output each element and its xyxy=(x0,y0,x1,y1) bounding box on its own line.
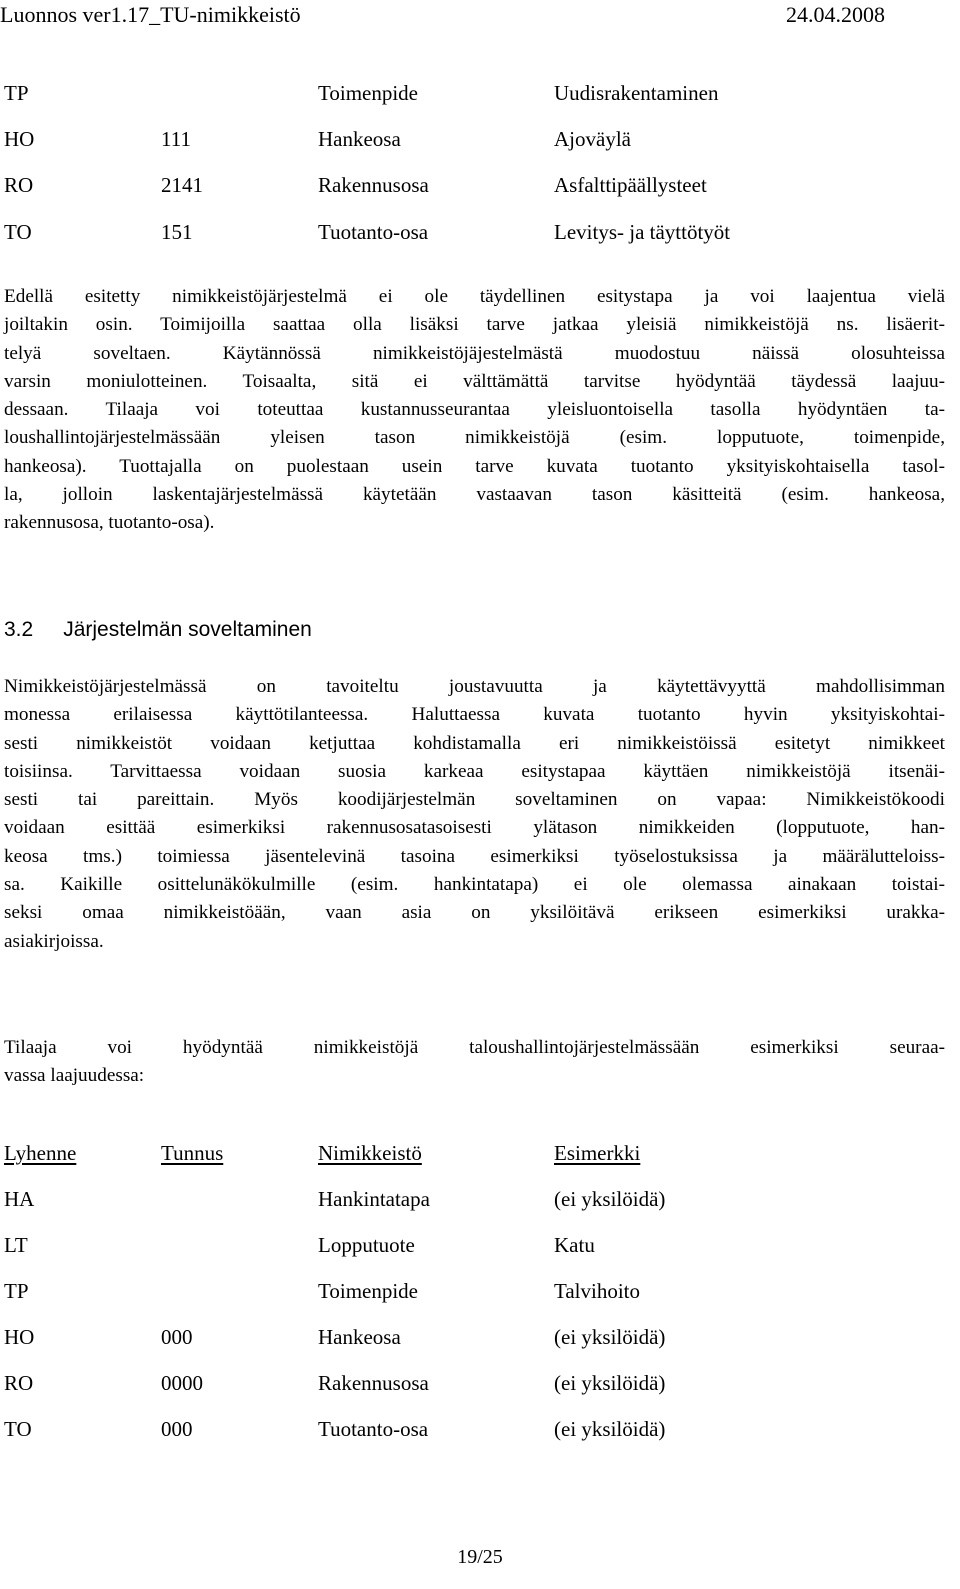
table-cell: Talvihoito xyxy=(554,1279,641,1303)
table-cell: LT xyxy=(4,1233,28,1257)
table-cell: Ajoväylä xyxy=(554,127,631,151)
table-cell: HA xyxy=(4,1187,35,1211)
table-cell: TO xyxy=(4,1417,32,1441)
table-row xyxy=(0,1277,960,1305)
text-line: loushallintojärjestelmässään yleisen tason nimikkeistöjä (esim. lopputuote, toimenpide, xyxy=(4,427,945,449)
table-row xyxy=(0,218,960,246)
text-line: dessaan. Tilaaja voi toteuttaa kustannusseurantaa yleisluontoisella tasolla hyödyntäen ta- xyxy=(4,399,945,421)
table-cell: TP xyxy=(4,81,29,105)
text-line: varsin moniulotteinen. Toisaalta, sitä ei välttämättä tarvitse hyödyntää täydessä laajuu- xyxy=(4,370,945,392)
table-row xyxy=(0,1415,960,1443)
table-row xyxy=(0,171,960,199)
table-cell: Hankintatapa xyxy=(318,1187,430,1211)
table-cell: (ei yksilöidä) xyxy=(554,1417,666,1441)
text-line: Nimikkeistöjärjestelmässä on tavoiteltu joustavuutta ja käytettävyyttä mahdollisimman xyxy=(4,676,945,697)
text-line: monessa erilaisessa käyttötilanteessa. Haluttaessa kuvata tuotanto hyvin yksityiskohtai- xyxy=(4,704,945,726)
column-header: Esimerkki xyxy=(554,1141,641,1165)
text-line: sesti nimikkeistöt voidaan ketjuttaa kohdistamalla eri nimikkeistöissä esitetyt nimikkeet xyxy=(4,732,945,754)
table-cell: 000 xyxy=(161,1325,193,1349)
text-line: sesti tai pareittain. Myös koodijärjestelmän soveltaminen on vapaa: Nimikkeistökoodi xyxy=(4,789,945,811)
table-cell: Katu xyxy=(554,1233,595,1257)
text-line: vassa laajuudessa: xyxy=(4,1065,145,1087)
table-cell: (ei yksilöidä) xyxy=(554,1187,666,1211)
table-cell: Tuotanto-osa xyxy=(318,220,429,244)
column-header: Tunnus xyxy=(161,1141,224,1165)
text-line: rakennusosa, tuotanto-osa). xyxy=(4,512,215,534)
table-cell: RO xyxy=(4,1371,34,1395)
table-header-row xyxy=(0,1139,960,1167)
table-cell: HO xyxy=(4,127,35,151)
table-cell: 111 xyxy=(161,127,191,151)
text-line: asiakirjoissa. xyxy=(4,930,104,952)
table-cell: Levitys- ja täyttötyöt xyxy=(554,220,731,244)
paragraph-3 xyxy=(4,1034,945,1091)
table-row xyxy=(0,125,960,153)
table-cell: Uudisrakentaminen xyxy=(554,81,719,105)
text-line: joiltakin osin. Toimijoilla saattaa olla lisäksi tarve jatkaa yleisiä nimikkeistöjä ns. lisäerit- xyxy=(4,314,945,336)
text-line: voidaan esittää esimerkiksi rakennusosatasoisesti ylätason nimikkeiden (lopputuote, han- xyxy=(4,817,945,839)
section-title: Järjestelmän soveltaminen xyxy=(63,618,312,641)
text-line: telyä soveltaen. Käytännössä nimikkeistöjäjestelmästä muodostuu näissä olosuhteissa xyxy=(4,342,945,364)
table-row xyxy=(0,1369,960,1397)
section-heading xyxy=(4,618,312,642)
text-line: keosa tms.) toimiessa jäsentelevinä tasoina esimerkiksi työselostuksissa ja määrälutteloiss- xyxy=(4,845,945,867)
table-cell: Rakennusosa xyxy=(318,1371,429,1395)
table-cell: 0000 xyxy=(161,1371,203,1395)
text-line: Edellä esitetty nimikkeistöjärjestelmä ei ole täydellinen esitystapa ja voi laajentua vielä xyxy=(4,286,945,307)
text-line: la, jolloin laskentajärjestelmässä käytetään vastaavan tason käsitteitä (esim. hankeosa, xyxy=(4,484,945,506)
document-title: Luonnos ver1.17_TU-nimikkeistö xyxy=(0,2,301,27)
page-number: 19/25 xyxy=(457,1546,503,1568)
table-cell: 000 xyxy=(161,1417,193,1441)
table-cell: Lopputuote xyxy=(318,1233,415,1257)
paragraph-1 xyxy=(4,283,945,538)
table-cell: Toimenpide xyxy=(318,81,419,105)
table-cell: Asfalttipäällysteet xyxy=(554,173,707,197)
table-cell: (ei yksilöidä) xyxy=(554,1371,666,1395)
column-header: Lyhenne xyxy=(4,1141,77,1165)
text-line: toisiinsa. Tarvittaessa voidaan suosia karkeaa esitystapaa käyttäen nimikkeistöjä itsenäi- xyxy=(4,760,945,782)
table-cell: Rakennusosa xyxy=(318,173,429,197)
text-line: seksi omaa nimikkeistöään, vaan asia on yksilöitävä erikseen esimerkiksi urakka- xyxy=(4,902,945,924)
table-cell: 151 xyxy=(161,220,193,244)
table-cell: Hankeosa xyxy=(318,127,401,151)
table-row xyxy=(0,1185,960,1213)
text-line: sa. Kaikille osittelunäkökulmille (esim. hankintatapa) ei ole olemassa ainakaan toistai- xyxy=(4,874,945,896)
table-row xyxy=(0,1231,960,1259)
table-cell: TP xyxy=(4,1279,29,1303)
table-cell: Tuotanto-osa xyxy=(318,1417,429,1441)
section-number: 3.2 xyxy=(4,618,34,641)
paragraph-2 xyxy=(4,673,945,956)
table-cell: 2141 xyxy=(161,173,203,197)
table-cell: (ei yksilöidä) xyxy=(554,1325,666,1349)
document-date: 24.04.2008 xyxy=(786,2,885,27)
table-cell: Toimenpide xyxy=(318,1279,419,1303)
table-cell: RO xyxy=(4,173,34,197)
column-header: Nimikkeistö xyxy=(318,1141,422,1165)
text-line: Tilaaja voi hyödyntää nimikkeistöjä taloushallintojärjestelmässään esimerkiksi seuraa- xyxy=(4,1037,945,1058)
table-row xyxy=(0,79,960,107)
table-cell: Hankeosa xyxy=(318,1325,401,1349)
table-cell: TO xyxy=(4,220,32,244)
table-row xyxy=(0,1323,960,1351)
table-cell: HO xyxy=(4,1325,35,1349)
text-line: hankeosa). Tuottajalla on puolestaan usein tarve kuvata tuotanto yksityiskohtaisella tasol- xyxy=(4,455,945,477)
